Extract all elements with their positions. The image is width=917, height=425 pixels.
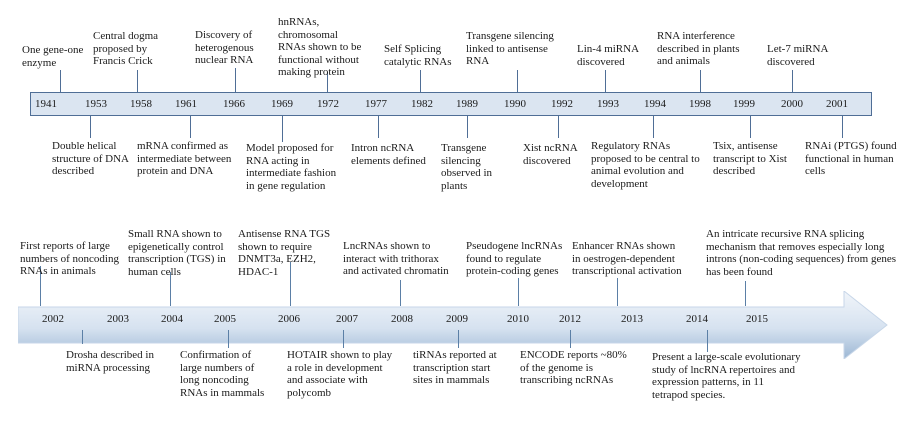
event-label: Enhancer RNAs shown in oestrogen-dependent transcriptional activation bbox=[572, 240, 682, 277]
tick bbox=[750, 116, 751, 138]
event-label: tiRNAs reported at transcription start sites in mammals bbox=[413, 349, 497, 386]
tick bbox=[842, 116, 843, 138]
event-label: hnRNAs, chromosomal RNAs shown to be functional without making protein bbox=[278, 16, 362, 78]
event-label: Small RNA shown to epigenetically control transcription (TGS) in human cells bbox=[128, 228, 226, 278]
event-label: Pseudogene lncRNAs found to regulate protein-coding genes bbox=[466, 240, 563, 277]
year-label: 2004 bbox=[161, 313, 183, 325]
year-label: 2006 bbox=[278, 313, 300, 325]
year-label: 1994 bbox=[644, 98, 666, 110]
year-label: 1993 bbox=[597, 98, 619, 110]
year-label: 2005 bbox=[214, 313, 236, 325]
tick bbox=[137, 70, 138, 92]
year-label: 1977 bbox=[365, 98, 387, 110]
tick bbox=[467, 116, 468, 138]
year-label: 1990 bbox=[504, 98, 526, 110]
year-label: 2014 bbox=[686, 313, 708, 325]
year-label: 2002 bbox=[42, 313, 64, 325]
year-label: 1989 bbox=[456, 98, 478, 110]
event-label: Lin-4 miRNA discovered bbox=[577, 43, 639, 68]
event-label: RNA interference described in plants and animals bbox=[657, 30, 740, 67]
tick bbox=[518, 278, 519, 306]
tick bbox=[605, 70, 606, 92]
event-label: Double helical structure of DNA described bbox=[52, 140, 129, 177]
event-label: Model proposed for RNA acting in intermediate fashion in gene regulation bbox=[246, 142, 337, 192]
event-label: Present a large-scale evolutionary study of lncRNA repertoires and expression patterns, in 11 tetrapod species. bbox=[652, 351, 801, 401]
event-label: Tsix, antisense transcript to Xist described bbox=[713, 140, 787, 177]
year-label: 1961 bbox=[175, 98, 197, 110]
year-label: 1999 bbox=[733, 98, 755, 110]
year-label: 2000 bbox=[781, 98, 803, 110]
year-label: 1953 bbox=[85, 98, 107, 110]
event-label: Regulatory RNAs proposed to be central to animal evolution and development bbox=[591, 140, 700, 190]
event-label: RNAi (PTGS) found functional in human cells bbox=[805, 140, 897, 177]
event-label: Antisense RNA TGS shown to require DNMT3a, EZH2, HDAC-1 bbox=[238, 228, 331, 278]
year-label: 1958 bbox=[130, 98, 152, 110]
event-label: An intricate recursive RNA splicing mechanism that removes especially long introns (non-coding sequences) from genes has been found bbox=[706, 228, 897, 278]
tick bbox=[282, 116, 283, 142]
event-label: Discovery of heterogenous nuclear RNA bbox=[195, 29, 254, 66]
tick bbox=[570, 330, 571, 348]
tick bbox=[653, 116, 654, 138]
tick bbox=[558, 116, 559, 138]
event-label: Xist ncRNA discovered bbox=[523, 142, 578, 167]
event-label: ENCODE reports ~80% of the genome is transcribing ncRNAs bbox=[520, 349, 627, 386]
event-label: HOTAIR shown to play a role in development and associate with polycomb bbox=[287, 349, 393, 399]
year-label: 2013 bbox=[621, 313, 643, 325]
event-label: Central dogma proposed by Francis Crick bbox=[93, 30, 159, 67]
event-label: mRNA confirmed as intermediate between protein and DNA bbox=[137, 140, 232, 177]
event-label: One gene-one enzyme bbox=[22, 44, 84, 69]
tick bbox=[517, 70, 518, 92]
event-label: First reports of large numbers of noncoding RNAs in animals bbox=[20, 240, 119, 277]
event-label: Self Splicing catalytic RNAs bbox=[384, 43, 452, 68]
year-label: 2001 bbox=[826, 98, 848, 110]
tick bbox=[458, 330, 459, 348]
year-label: 2009 bbox=[446, 313, 468, 325]
tick bbox=[792, 70, 793, 92]
year-label: 1992 bbox=[551, 98, 573, 110]
year-label: 2012 bbox=[559, 313, 581, 325]
year-label: 2010 bbox=[507, 313, 529, 325]
year-label: 2007 bbox=[336, 313, 358, 325]
event-label: Transgene silencing linked to antisense RNA bbox=[466, 30, 554, 67]
tick bbox=[400, 280, 401, 306]
tick bbox=[343, 330, 344, 348]
tick bbox=[82, 330, 83, 344]
year-label: 1972 bbox=[317, 98, 339, 110]
year-label: 1969 bbox=[271, 98, 293, 110]
event-label: Confirmation of large numbers of long noncoding RNAs in mammals bbox=[180, 349, 265, 399]
tick bbox=[420, 70, 421, 92]
event-label: Transgene silencing observed in plants bbox=[441, 142, 493, 192]
tick bbox=[90, 116, 91, 138]
year-label: 2015 bbox=[746, 313, 768, 325]
tick bbox=[190, 116, 191, 138]
event-label: Drosha described in miRNA processing bbox=[66, 349, 154, 374]
year-label: 1966 bbox=[223, 98, 245, 110]
event-label: Intron ncRNA elements defined bbox=[351, 142, 426, 167]
tick bbox=[378, 116, 379, 138]
tick bbox=[745, 281, 746, 306]
tick bbox=[60, 70, 61, 92]
year-label: 1982 bbox=[411, 98, 433, 110]
event-label: LncRNAs shown to interact with trithorax and activated chromatin bbox=[343, 240, 449, 277]
tick bbox=[228, 330, 229, 348]
event-label: Let-7 miRNA discovered bbox=[767, 43, 828, 68]
tick bbox=[700, 70, 701, 92]
year-label: 2008 bbox=[391, 313, 413, 325]
tick bbox=[707, 330, 708, 352]
tick bbox=[235, 68, 236, 92]
year-label: 1941 bbox=[35, 98, 57, 110]
tick bbox=[617, 278, 618, 306]
year-label: 2003 bbox=[107, 313, 129, 325]
year-label: 1998 bbox=[689, 98, 711, 110]
